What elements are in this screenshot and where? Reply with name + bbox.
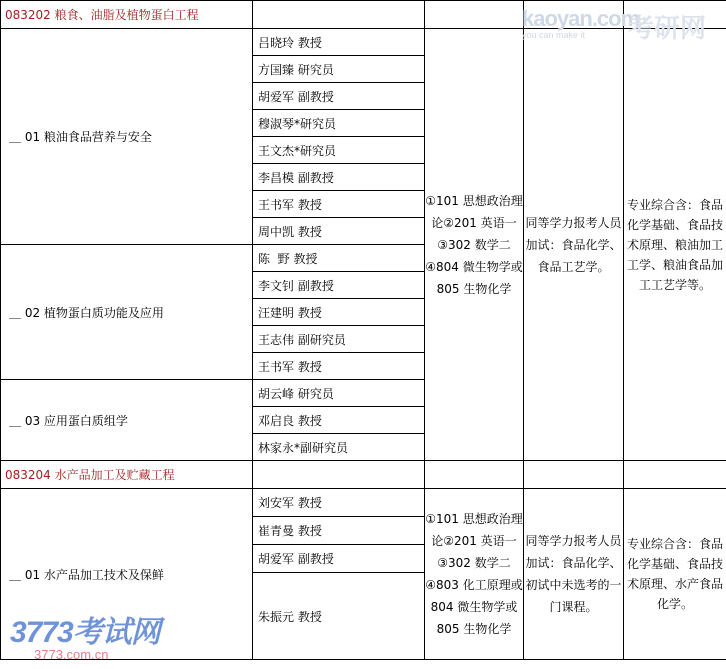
empty-cell bbox=[253, 461, 425, 489]
major-title: 083202 粮食、油脂及植物蛋白工程 bbox=[1, 1, 253, 29]
kaoyan-slogan-text: you can make it bbox=[522, 30, 586, 40]
research-direction: ＿ 02 植物蛋白质功能及应用 bbox=[1, 245, 253, 380]
teacher-entry: 王书军 教授 bbox=[253, 353, 425, 380]
teacher-entry: 邓启良 教授 bbox=[253, 407, 425, 434]
kaoyan-site-text: kaoyan.com bbox=[522, 6, 640, 31]
teacher-entry: 胡爱军 副教授 bbox=[253, 545, 425, 573]
teacher-entry: 方国臻 研究员 bbox=[253, 56, 425, 83]
3773-site-text: 3773.com.cn bbox=[34, 647, 109, 662]
teacher-entry: 汪建明 教授 bbox=[253, 299, 425, 326]
teacher-entry: 陈 野 教授 bbox=[253, 245, 425, 272]
major-title: 083204 水产品加工及贮藏工程 bbox=[1, 461, 253, 489]
comprehensive-exam: 专业综合含：食品化学基础、食品技术原理、水产食品化学。 bbox=[624, 489, 726, 660]
3773-logo-watermark bbox=[10, 607, 180, 667]
research-direction: ＿ 01 水产品加工技术及保鲜 bbox=[1, 489, 253, 660]
research-direction: ＿ 01 粮油食品营养与安全 bbox=[1, 29, 253, 245]
teacher-entry: 刘安军 教授 bbox=[253, 489, 425, 517]
kaoyan-cn-watermark: 考研网 bbox=[628, 14, 707, 44]
equivalent-requirements: 同等学力报考人员加试：食品化学、初试中未选考的一门课程。 bbox=[524, 489, 624, 660]
3773-logo-text: 3773考试网 bbox=[10, 616, 160, 649]
teacher-entry: 王志伟 副研究员 bbox=[253, 326, 425, 353]
teacher-entry: 朱振元 教授 bbox=[253, 573, 425, 660]
exam-subjects: ①101 思想政治理论②201 英语一③302 数学二④804 微生物学或 805 生物化学 bbox=[425, 29, 524, 461]
comprehensive-exam: 专业综合含：食品化学基础、食品技术原理、粮油加工工学、粮油食品加工工艺学等。 bbox=[624, 29, 726, 461]
empty-cell bbox=[624, 461, 726, 489]
teacher-entry: 王书军 教授 bbox=[253, 191, 425, 218]
teacher-entry: 胡爱军 副教授 bbox=[253, 83, 425, 110]
empty-cell bbox=[425, 1, 524, 29]
equivalent-requirements: 同等学力报考人员加试：食品化学、食品工艺学。 bbox=[524, 29, 624, 461]
teacher-entry: 崔青曼 教授 bbox=[253, 517, 425, 545]
teacher-entry: 吕晓玲 教授 bbox=[253, 29, 425, 56]
teacher-entry: 李文钊 副教授 bbox=[253, 272, 425, 299]
teacher-entry: 王文杰*研究员 bbox=[253, 137, 425, 164]
empty-cell bbox=[253, 1, 425, 29]
teacher-entry: 李昌模 副教授 bbox=[253, 164, 425, 191]
exam-subjects: ①101 思想政治理论②201 英语一③302 数学二④803 化工原理或 804 微生物学或 805 生物化学 bbox=[425, 489, 524, 660]
empty-cell bbox=[425, 461, 524, 489]
teacher-entry: 胡云峰 研究员 bbox=[253, 380, 425, 407]
teacher-entry: 林家永*副研究员 bbox=[253, 434, 425, 461]
research-direction: ＿ 03 应用蛋白质组学 bbox=[1, 380, 253, 461]
kaoyan-watermark bbox=[522, 6, 640, 42]
teacher-entry: 周中凯 教授 bbox=[253, 218, 425, 245]
teacher-entry: 穆淑琴*研究员 bbox=[253, 110, 425, 137]
empty-cell bbox=[524, 461, 624, 489]
